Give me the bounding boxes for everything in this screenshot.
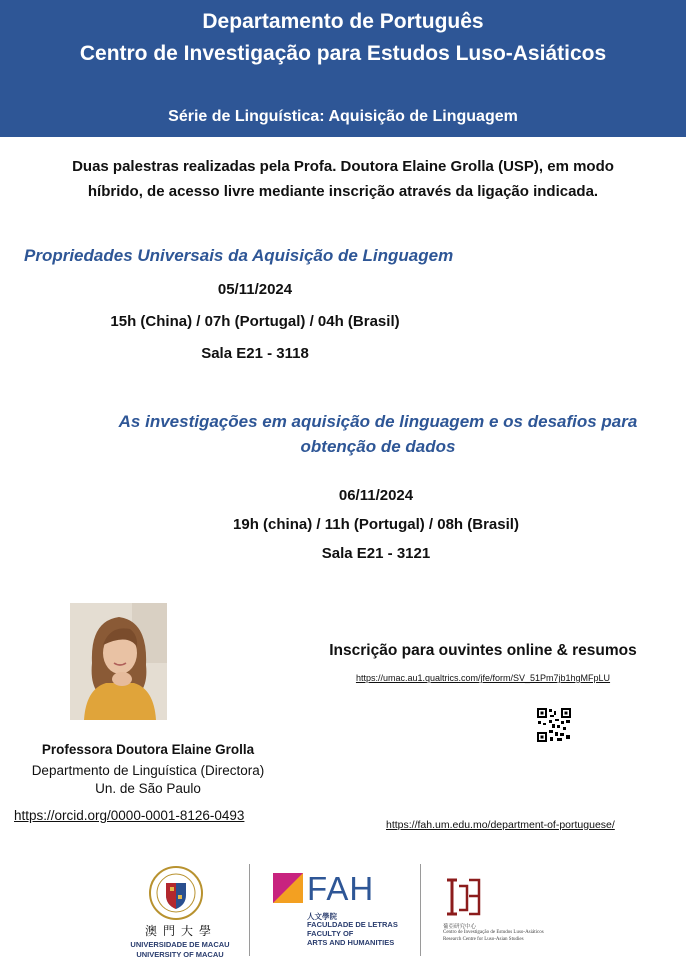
speaker-name: Professora Doutora Elaine Grolla: [41, 742, 255, 757]
um-english-name: UNIVERSITY OF MACAU: [136, 950, 224, 959]
talk1-date: 05/11/2024: [217, 281, 293, 298]
footer-divider-1: [249, 864, 250, 956]
research-centre-emblem-icon: [443, 876, 483, 918]
qr-code[interactable]: [536, 707, 572, 743]
um-crest-icon: [148, 865, 204, 921]
speaker-department: Departmento de Linguística (Directora): [31, 763, 265, 778]
research-centre-english-name: Research Centre for Luso-Asian Studies: [443, 937, 524, 942]
fah-chinese-name: 人文學院: [307, 912, 337, 921]
talk2-room: Sala E21 - 3121: [321, 545, 431, 562]
talk1-time: 15h (China) / 07h (Portugal) / 04h (Brasil): [110, 313, 400, 330]
research-centre-portuguese-name: Centro de Investigação de Estudos Luso-Asiáticos: [443, 930, 544, 935]
fah-portuguese-name: FACULDADE DE LETRAS: [307, 920, 398, 929]
talk2-title-line-1: As investigações em aquisição de linguagem e os desafios para: [118, 412, 638, 431]
intro-text: [20, 154, 666, 204]
talk1-room: Sala E21 - 3118: [201, 345, 309, 362]
orcid-link[interactable]: https://orcid.org/0000-0001-8126-0493: [14, 808, 245, 823]
footer-divider-2: [420, 864, 421, 956]
fah-english-line-1: FACULTY OF: [307, 929, 354, 938]
centre-title: Centro de Investigação para Estudos Luso-Asiáticos: [79, 42, 607, 65]
speaker-portrait-image: [70, 603, 167, 720]
talk2-time: 19h (china) / 11h (Portugal) / 08h (Brasil): [233, 516, 519, 533]
header-banner: [0, 0, 686, 137]
registration-link[interactable]: https://umac.au1.qualtrics.com/jfe/form/SV_51Pm7jb1hgMFpLU: [355, 673, 611, 683]
speaker-university: Un. de São Paulo: [95, 781, 201, 796]
research-centre-chinese-name: 葡亞研究中心: [443, 924, 477, 930]
department-website-link[interactable]: https://fah.um.edu.mo/department-of-portuguese/: [386, 819, 615, 831]
intro-line-1: Duas palestras realizadas pela Profa. Doutora Elaine Grolla (USP), em modo: [72, 158, 614, 175]
talk2-date: 06/11/2024: [338, 487, 414, 504]
fah-square-icon: [273, 873, 303, 903]
fah-acronym: FAH: [307, 870, 375, 907]
series-title: Série de Linguística: Aquisição de Linguagem: [168, 108, 518, 125]
um-chinese-name: 澳門大學: [144, 924, 217, 938]
talk2-title-line-2: obtenção de dados: [300, 437, 456, 456]
department-title: Departamento de Português: [202, 10, 484, 33]
fah-english-line-2: ARTS AND HUMANITIES: [307, 938, 395, 947]
qr-code-image: [536, 707, 572, 743]
talk1-title: Propriedades Universais da Aquisição de Linguagem: [24, 246, 454, 265]
um-portuguese-name: UNIVERSIDADE DE MACAU: [130, 940, 230, 949]
registration-heading: Inscrição para ouvintes online & resumos: [329, 642, 637, 659]
intro-line-2: híbrido, de acesso livre mediante inscrição através da ligação indicada.: [87, 183, 599, 200]
speaker-photo: [70, 603, 167, 720]
